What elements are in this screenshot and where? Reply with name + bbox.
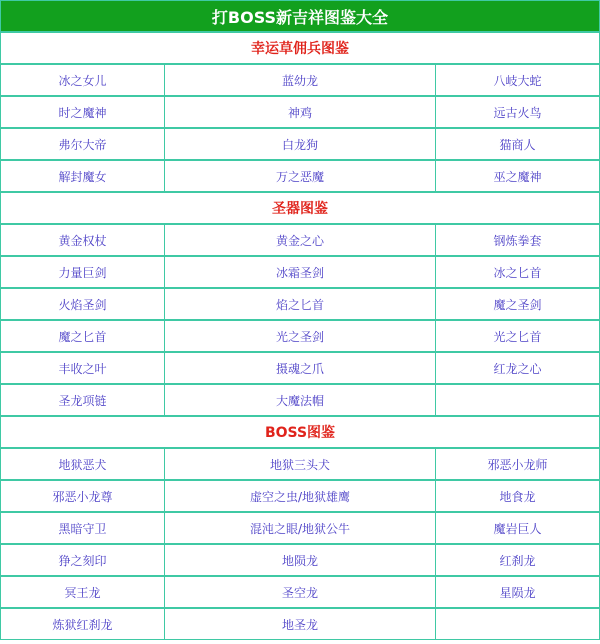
table-cell[interactable]: 光之匕首 — [435, 320, 600, 352]
table-cell[interactable]: 冰之女儿 — [0, 64, 165, 96]
table-cell[interactable]: 神鸡 — [164, 96, 436, 128]
table-cell[interactable]: 魔岩巨人 — [435, 512, 600, 544]
table-cell[interactable]: 黄金之心 — [164, 224, 436, 256]
table-cell[interactable]: 地狱恶犬 — [0, 448, 165, 480]
table-cell[interactable]: 火焰圣剑 — [0, 288, 165, 320]
table-row — [0, 320, 600, 352]
table-cell[interactable]: 邪恶小龙尊 — [0, 480, 165, 512]
table-cell[interactable]: 丰收之叶 — [0, 352, 165, 384]
table-cell[interactable]: 圣空龙 — [164, 576, 436, 608]
table-row — [0, 160, 600, 192]
table-cell[interactable]: 地陨龙 — [164, 544, 436, 576]
table-row — [0, 480, 600, 512]
table-cell[interactable]: 冰霜圣剑 — [164, 256, 436, 288]
table-cell[interactable]: 蓝幼龙 — [164, 64, 436, 96]
table-cell[interactable]: 远古火鸟 — [435, 96, 600, 128]
table-cell[interactable]: 黑暗守卫 — [0, 512, 165, 544]
table-cell[interactable]: 虚空之虫/地狱雄鹰 — [164, 480, 436, 512]
table-row — [0, 224, 600, 256]
table-cell — [435, 608, 600, 640]
table-cell[interactable]: 八岐大蛇 — [435, 64, 600, 96]
table-cell[interactable]: 地食龙 — [435, 480, 600, 512]
table-cell[interactable]: 红龙之心 — [435, 352, 600, 384]
table-row — [0, 512, 600, 544]
table-cell[interactable]: 魔之匕首 — [0, 320, 165, 352]
section-heading: 幸运草佣兵图鉴 — [0, 32, 600, 64]
section-heading: BOSS图鉴 — [0, 416, 600, 448]
table-row — [0, 96, 600, 128]
table-row — [0, 288, 600, 320]
table-row — [0, 64, 600, 96]
table-cell[interactable]: 魔之圣剑 — [435, 288, 600, 320]
table-cell[interactable]: 炼狱红刹龙 — [0, 608, 165, 640]
table-cell[interactable]: 冥王龙 — [0, 576, 165, 608]
table-cell[interactable]: 地狱三头犬 — [164, 448, 436, 480]
table-cell[interactable]: 圣龙项链 — [0, 384, 165, 416]
table-row — [0, 448, 600, 480]
table-row — [0, 128, 600, 160]
table-cell[interactable]: 力量巨剑 — [0, 256, 165, 288]
table-cell[interactable]: 钢炼拳套 — [435, 224, 600, 256]
table-cell[interactable]: 地圣龙 — [164, 608, 436, 640]
table-cell[interactable]: 狰之刻印 — [0, 544, 165, 576]
table-cell[interactable]: 星陨龙 — [435, 576, 600, 608]
table-cell[interactable]: 摄魂之爪 — [164, 352, 436, 384]
table-cell[interactable]: 猫商人 — [435, 128, 600, 160]
table-cell[interactable]: 光之圣剑 — [164, 320, 436, 352]
table-row — [0, 352, 600, 384]
table-row — [0, 256, 600, 288]
table-row — [0, 576, 600, 608]
table-row — [0, 608, 600, 640]
table-cell[interactable]: 焰之匕首 — [164, 288, 436, 320]
table-cell[interactable]: 解封魔女 — [0, 160, 165, 192]
table-cell[interactable]: 弗尔大帝 — [0, 128, 165, 160]
section-heading: 圣器图鉴 — [0, 192, 600, 224]
table-cell[interactable]: 大魔法帽 — [164, 384, 436, 416]
table-row — [0, 544, 600, 576]
table-cell[interactable]: 万之恶魔 — [164, 160, 436, 192]
table-cell[interactable]: 混沌之眼/地狱公牛 — [164, 512, 436, 544]
table-cell — [435, 384, 600, 416]
table-cell[interactable]: 黄金权杖 — [0, 224, 165, 256]
page-title: 打BOSS新吉祥图鉴大全 — [0, 0, 600, 32]
table-cell[interactable]: 白龙狗 — [164, 128, 436, 160]
table-cell[interactable]: 冰之匕首 — [435, 256, 600, 288]
table-cell[interactable]: 红刹龙 — [435, 544, 600, 576]
table-cell[interactable]: 巫之魔神 — [435, 160, 600, 192]
table-row — [0, 384, 600, 416]
table-cell[interactable]: 邪恶小龙师 — [435, 448, 600, 480]
table-cell[interactable]: 时之魔神 — [0, 96, 165, 128]
